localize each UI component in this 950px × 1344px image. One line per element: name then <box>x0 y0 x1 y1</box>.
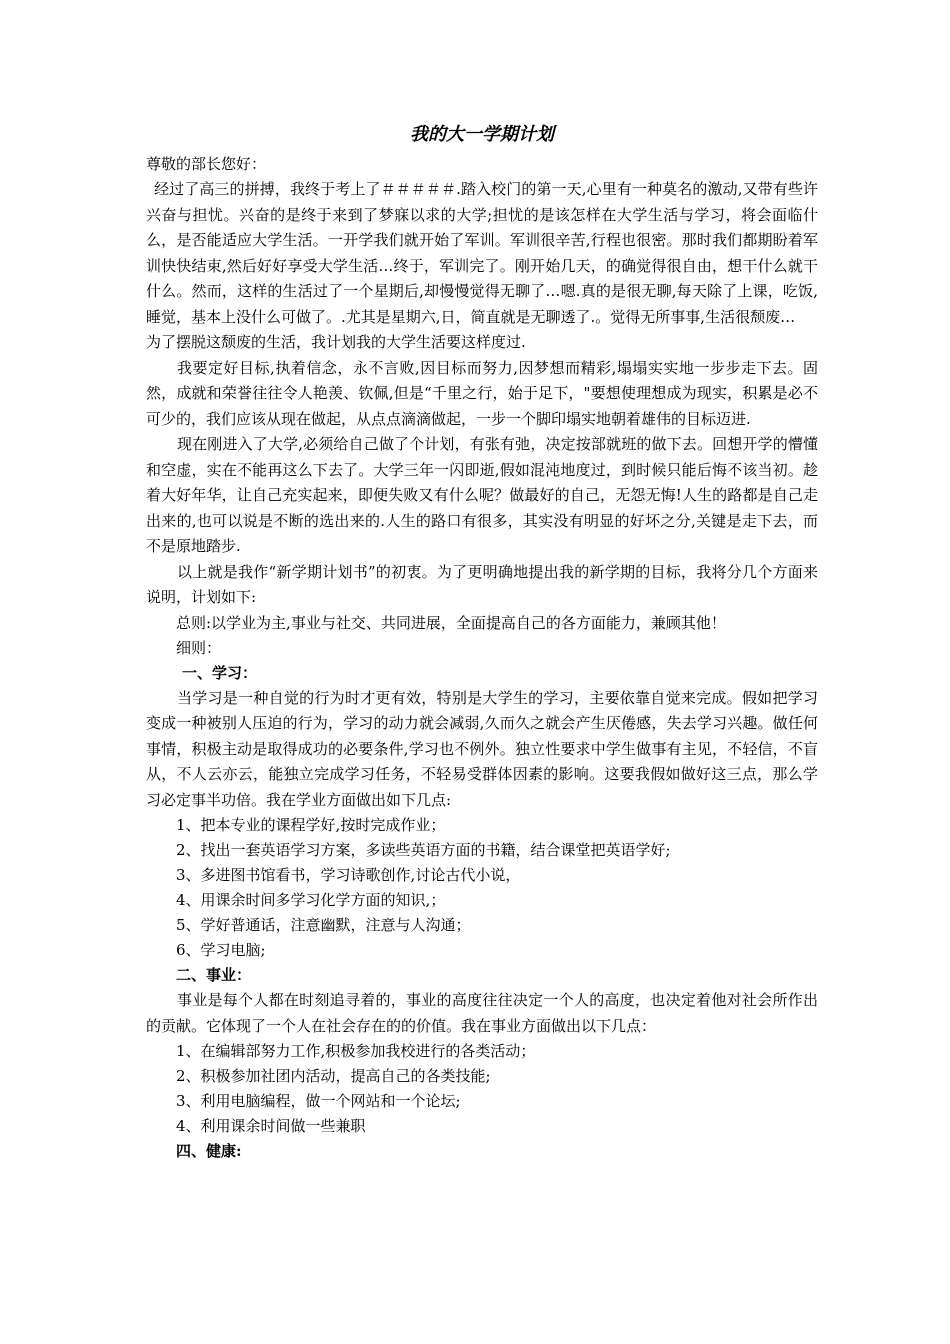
section-heading-health: 四、健康: <box>176 1142 242 1160</box>
study-item: 3、多进图书馆看书，学习诗歌创作,讨论古代小说， <box>176 866 521 884</box>
details-label: 细则： <box>176 638 222 657</box>
document-title: 我的大一学期计划 <box>410 124 554 145</box>
intro-paragraph: 经过了高三的拼搏，我终于考上了＃＃＃＃＃.踏入校门的第一天,心里有一种莫名的激动,又带有些许兴奋与担忧。兴奋的是终于来到了梦寐以求的大学;担忧的是该怎样在大学生活与学习，将会面临什么，是否能适应大学生活。一开学我们就开始了军训。军训很辛苦,行程也很密。那时我们都期盼着军训快快结束,然后好好享受大学生活…终于，军训完了。刚开始几天，的确觉得很自由，想干什么就干什么。然而，这样的生活过了一个星期后,却慢慢觉得无聊了…嗯.真的是很无聊,每天除了上课，吃饭,睡觉，基本上没什么可做了。.尤其是星期六,日，简直就是无聊透了.。觉得无所事事,生活很颓废… <box>146 180 818 326</box>
document-page <box>146 118 818 1164</box>
goal-paragraph: 我要定好目标,执着信念，永不言败,因目标而努力,因梦想而精彩,塌塌实实地一步步走下去。固然，成就和荣誉往往令人艳羡、钦佩,但是“千里之行，始于足下，"要想使理想成为现实，积累是必不可少的，我们应该从现在做起，从点点滴滴做起，一步一个脚印塌实地朝着雄伟的目标迈进. <box>146 358 818 428</box>
general-rule: 总则:以学业为主,事业与社交、共同进展，全面提高自己的各方面能力，兼顾其他！ <box>176 613 726 632</box>
section-heading-study: 一、学习： <box>182 663 258 682</box>
career-paragraph: 事业是每个人都在时刻追寻着的，事业的高度往往决定一个人的高度，也决定着他对社会所作出的贡献。它体现了一个人在社会存在的的价值。我在事业方面做出以下几点： <box>146 991 818 1035</box>
summary-paragraph: 以上就是我作“新学期计划书”的初衷。为了更明确地提出我的新学期的目标，我将分几个方面来说明，计划如下: <box>146 562 818 606</box>
section-heading-career: 二、事业： <box>176 966 252 984</box>
career-item: 4、利用课余时间做一些兼职 <box>176 1117 366 1135</box>
study-item: 5、学好普通话，注意幽默，注意与人沟通； <box>176 916 471 934</box>
now-paragraph: 现在刚进入了大学,必须给自己做了个计划，有张有弛，决定按部就班的做下去。回想开学的懵懂和空虚，实在不能再这么下去了。大学三年一闪即逝,假如混沌地度过，到时候只能后悔不该当初。趁着大好年华，让自己充实起来，即便失败又有什么呢？做最好的自己，无怨无悔!人生的路都是自己走出来的,也可以说是不断的选出来的.人生的路口有很多，其实没有明显的好坏之分,关键是走下去，而不是原地踏步. <box>146 435 818 555</box>
salutation: 尊敬的部长您好： <box>146 155 267 173</box>
purpose-paragraph: 为了摆脱这颓废的生活，我计划我的大学生活要这样度过. <box>146 333 526 351</box>
study-item: 1、把本专业的课程学好,按时完成作业； <box>176 816 446 834</box>
study-item: 4、用课余时间多学习化学方面的知识,； <box>176 891 446 909</box>
study-item: 6、学习电脑; <box>176 941 266 959</box>
career-item: 1、在编辑部努力工作,积极参加我校进行的各类活动； <box>176 1042 536 1060</box>
career-item: 2、积极参加社团内活动，提高自己的各类技能; <box>176 1067 491 1085</box>
career-item: 3、利用电脑编程，做一个网站和一个论坛; <box>176 1092 461 1110</box>
study-paragraph: 当学习是一种自觉的行为时才更有效，特别是大学生的学习，主要依靠自觉来完成。假如把学习变成一种被别人压迫的行为，学习的动力就会减弱,久而久之就会产生厌倦感，失去学习兴趣。做任何事情，积极主动是取得成功的必要条件,学习也不例外。独立性要求中学生做事有主见，不轻信，不盲从，不人云亦云，能独立完成学习任务，不轻易受群体因素的影响。这要我假如做好这三点，那么学习必定事半功倍。我在学业方面做出如下几点: <box>146 688 818 809</box>
study-item: 2、找出一套英语学习方案，多读些英语方面的书籍，结合课堂把英语学好; <box>176 841 671 859</box>
